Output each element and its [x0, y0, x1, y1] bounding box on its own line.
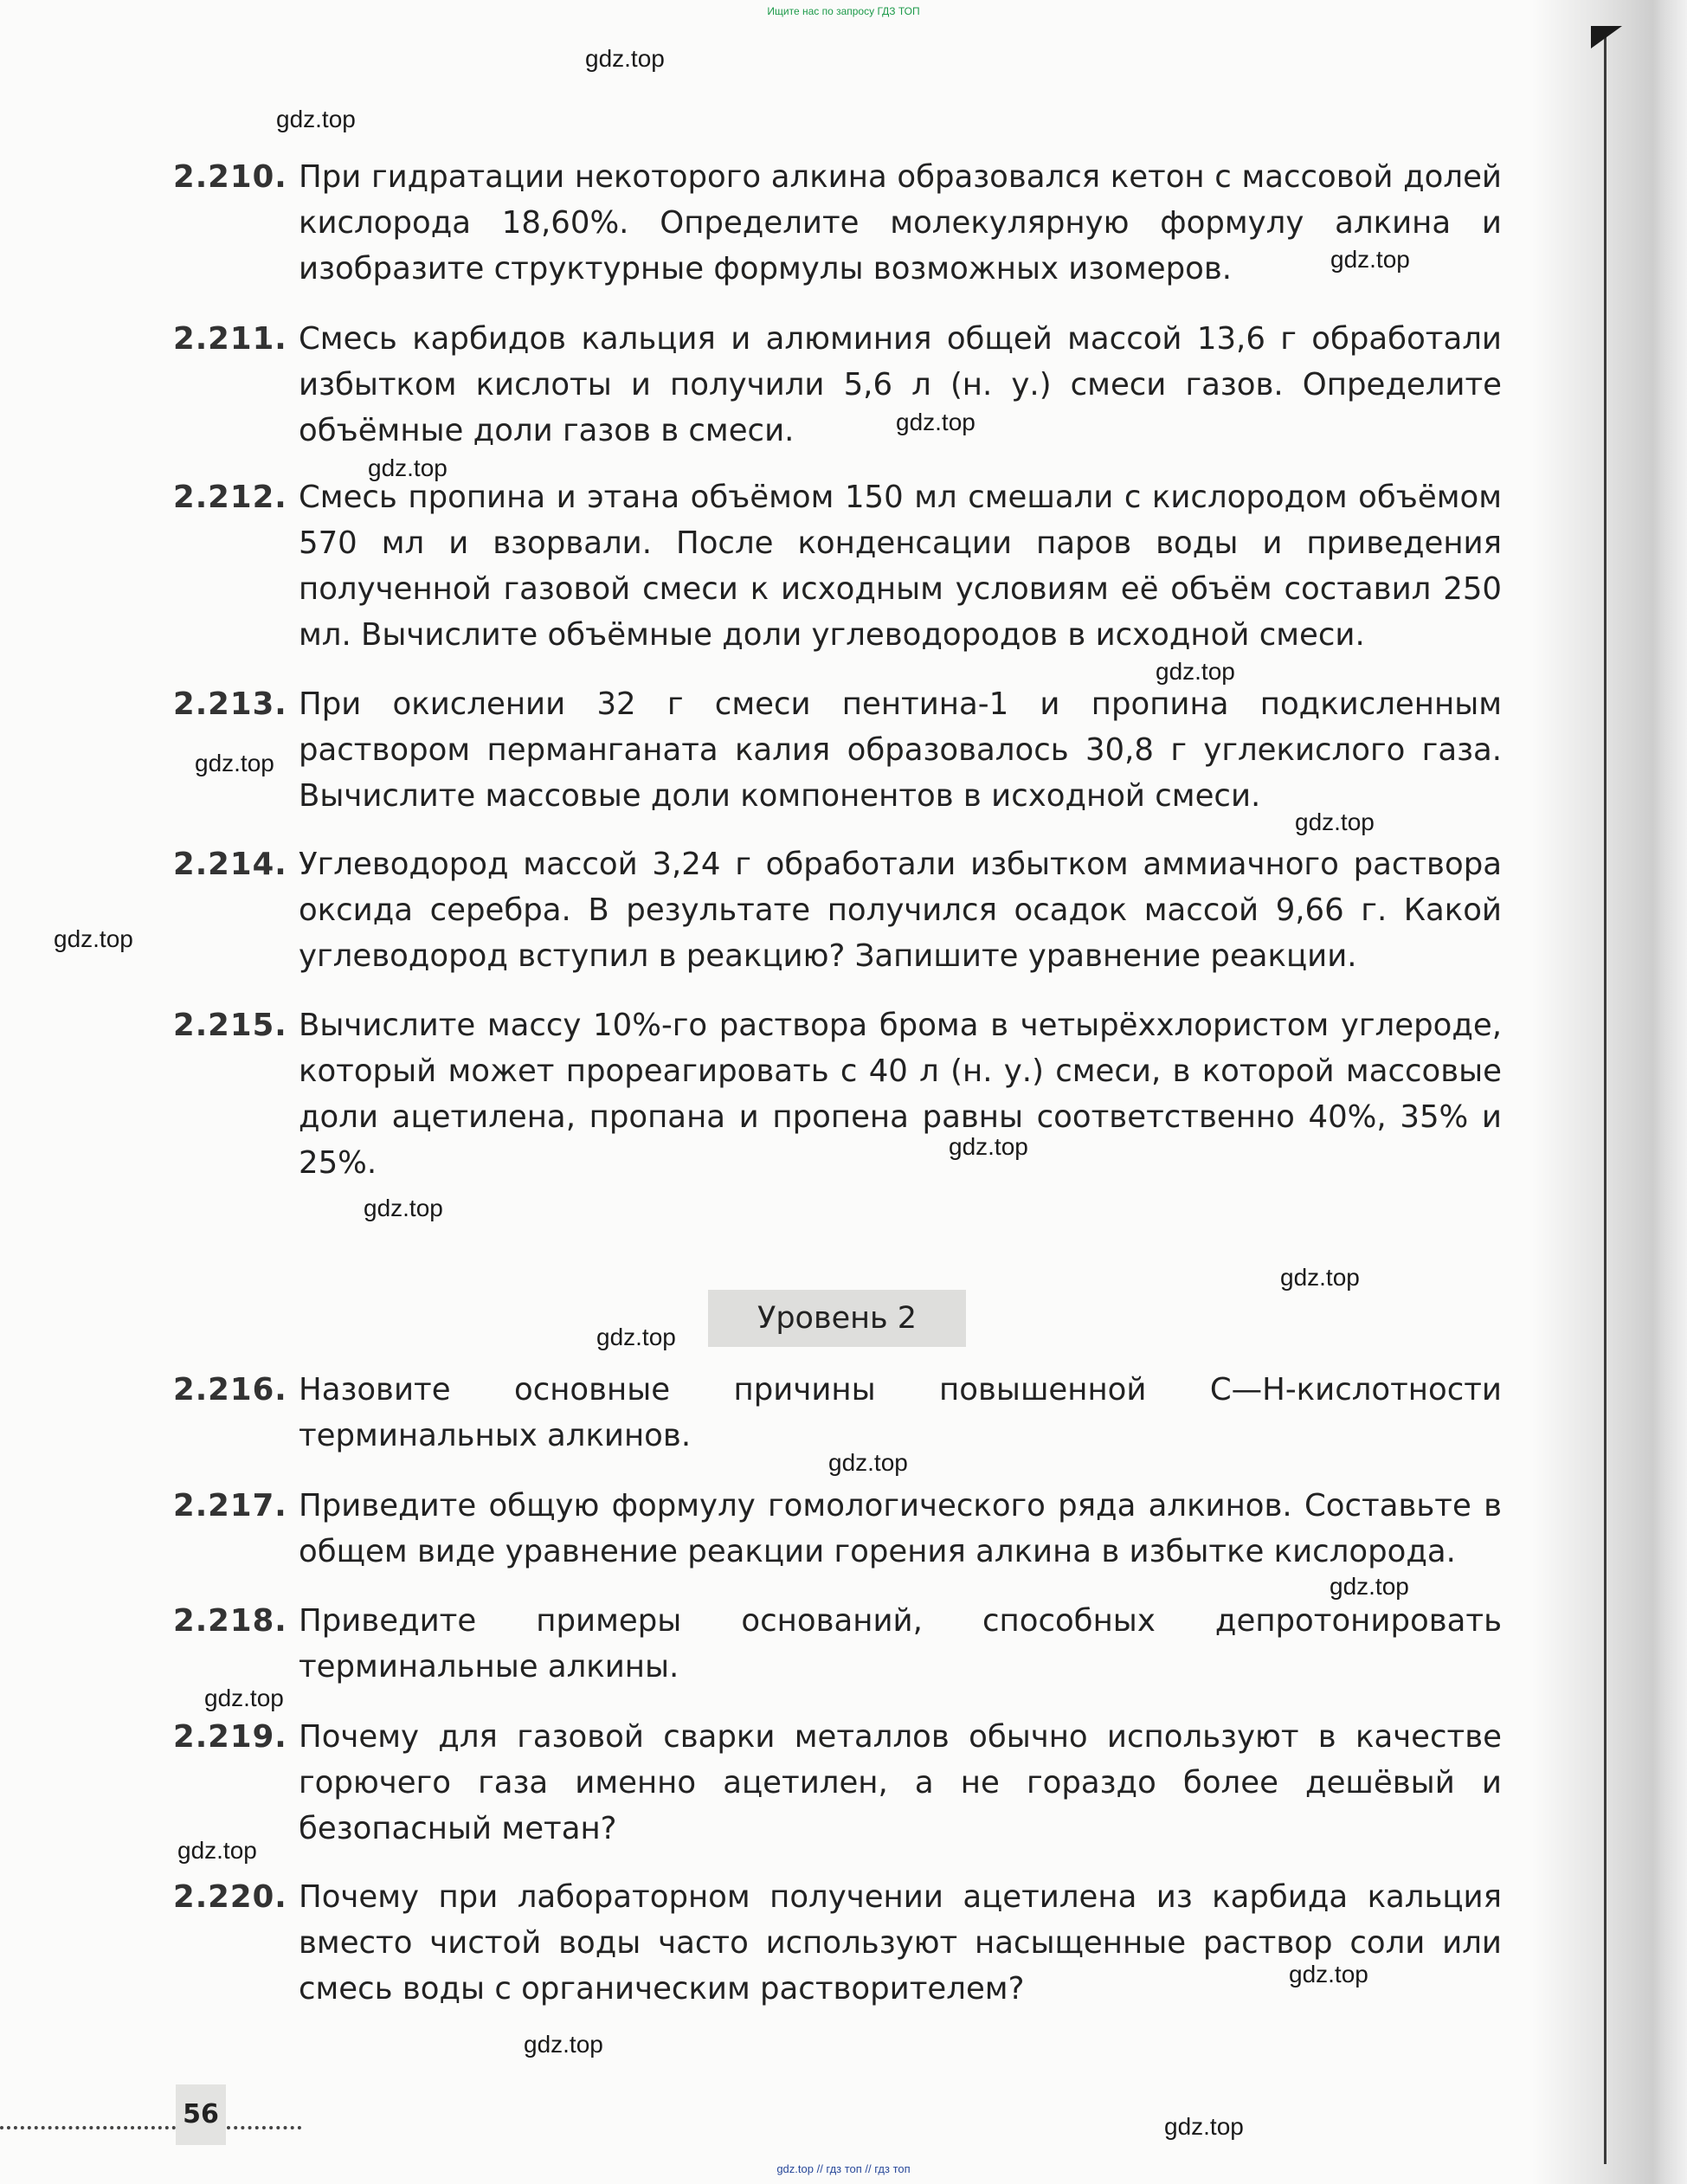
watermark-link[interactable]: gdz.top	[1164, 2113, 1244, 2140]
problem-2-218	[173, 1598, 1502, 1690]
problem-2-219	[173, 1714, 1502, 1852]
problem-text: При окислении 32 г смеси пентина-1 и пропина подкисленным раствором перманганата калия образовалось 30,8 г углекислого газа. Вычислите массовые доли компонентов в исходной смеси.	[299, 686, 1502, 814]
watermark-link[interactable]: gdz.top	[1156, 658, 1235, 685]
problem-2-211	[173, 316, 1502, 454]
watermark-link[interactable]: gdz.top	[204, 1685, 284, 1711]
problem-number: 2.213.	[173, 686, 287, 722]
problem-text: При гидратации некоторого алкина образовался кетон с массовой долей кислорода 18,60%. Определите молекулярную формулу алкина и изобразите структурные формулы возможных изомеров.	[299, 159, 1502, 287]
watermark-link[interactable]: gdz.top	[364, 1195, 443, 1221]
watermark-link[interactable]: gdz.top	[276, 106, 356, 132]
watermark-link[interactable]: gdz.top	[1330, 1573, 1409, 1600]
problem-number: 2.215.	[173, 1008, 287, 1043]
watermark-link[interactable]: gdz.top	[949, 1133, 1028, 1160]
problem-text: Вычислите массу 10%-го раствора брома в четырёххлористом углероде, который может прореагировать с 40 л (н. у.) смеси, в которой массовые доли ацетилена, пропана и пропена равны соответственно 40%, 35% и 25%.	[299, 1008, 1502, 1181]
problem-number: 2.211.	[173, 321, 287, 357]
problem-2-214	[173, 841, 1502, 979]
page-corner-mark	[1591, 26, 1622, 48]
problem-number: 2.218.	[173, 1603, 287, 1639]
page-binding-shadow	[1532, 0, 1687, 2184]
watermark-link[interactable]: gdz.top	[177, 1837, 257, 1864]
watermark-link[interactable]: gdz.top	[54, 925, 133, 952]
watermark-link[interactable]: gdz.top	[524, 2031, 603, 2058]
problem-2-212	[173, 474, 1502, 658]
watermark-link[interactable]: gdz.top	[596, 1324, 676, 1350]
problem-number: 2.216.	[173, 1372, 287, 1408]
problem-text: Приведите примеры оснований, способных депротонировать терминальные алкины.	[299, 1603, 1502, 1685]
watermark-link[interactable]: gdz.top	[195, 750, 274, 776]
watermark-link[interactable]: gdz.top	[585, 45, 665, 72]
top-banner[interactable]: Ищите нас по запросу ГДЗ ТОП	[767, 5, 920, 17]
problem-2-210	[173, 154, 1502, 292]
problem-2-216	[173, 1367, 1502, 1459]
problem-2-217	[173, 1483, 1502, 1575]
problem-number: 2.219.	[173, 1719, 287, 1755]
problem-2-213	[173, 681, 1502, 819]
problem-2-220	[173, 1874, 1502, 2012]
watermark-link[interactable]: gdz.top	[896, 409, 975, 435]
problem-text: Углеводород массой 3,24 г обработали избытком аммиачного раствора оксида серебра. В результате получился осадок массой 9,66 г. Какой углеводород вступил в реакцию? Запишите уравнение реакции.	[299, 847, 1502, 974]
problem-2-215	[173, 1002, 1502, 1186]
watermark-link[interactable]: gdz.top	[1280, 1264, 1360, 1291]
watermark-link[interactable]: gdz.top	[1330, 246, 1410, 273]
problem-number: 2.220.	[173, 1879, 287, 1915]
problem-number: 2.212.	[173, 480, 287, 515]
problem-text: Смесь пропина и этана объёмом 150 мл смешали с кислородом объёмом 570 мл и взорвали. После конденсации паров воды и приведения полученной газовой смеси к исходным условиям её объём составил 250 мл. Вычислите объёмные доли углеводородов в исходной смеси.	[299, 480, 1502, 653]
problem-text: Почему для газовой сварки металлов обычно используют в качестве горючего газа именно ацетилен, а не гораздо более дешёвый и безопасный метан?	[299, 1719, 1502, 1846]
problem-number: 2.217.	[173, 1488, 287, 1524]
page-binding-edge	[1604, 35, 1607, 2164]
bottom-banner[interactable]: gdz.top // гдз топ // гдз топ	[776, 2162, 911, 2175]
footer-dotted-rule	[0, 2105, 176, 2129]
watermark-link[interactable]: gdz.top	[828, 1449, 908, 1476]
problem-number: 2.210.	[173, 159, 287, 195]
footer-dotted-rule	[227, 2105, 301, 2129]
problem-number: 2.214.	[173, 847, 287, 882]
watermark-link[interactable]: gdz.top	[1289, 1961, 1368, 1988]
watermark-link[interactable]: gdz.top	[1295, 809, 1375, 835]
level-heading: Уровень 2	[708, 1290, 966, 1347]
problem-text: Смесь карбидов кальция и алюминия общей массой 13,6 г обработали избытком кислоты и получили 5,6 л (н. у.) смеси газов. Определите объёмные доли газов в смеси.	[299, 321, 1502, 448]
page-number: 56	[176, 2084, 226, 2145]
problem-text: Почему при лабораторном получении ацетилена из карбида кальция вместо чистой воды часто используют насыщенные раствор соли или смесь воды с органическим растворителем?	[299, 1879, 1502, 2007]
problem-text: Приведите общую формулу гомологического ряда алкинов. Составьте в общем виде уравнение реакции горения алкина в избытке кислорода.	[299, 1488, 1502, 1569]
watermark-link[interactable]: gdz.top	[368, 454, 448, 481]
problem-text: Назовите основные причины повышенной C—H-кислотности терминальных алкинов.	[299, 1372, 1502, 1453]
